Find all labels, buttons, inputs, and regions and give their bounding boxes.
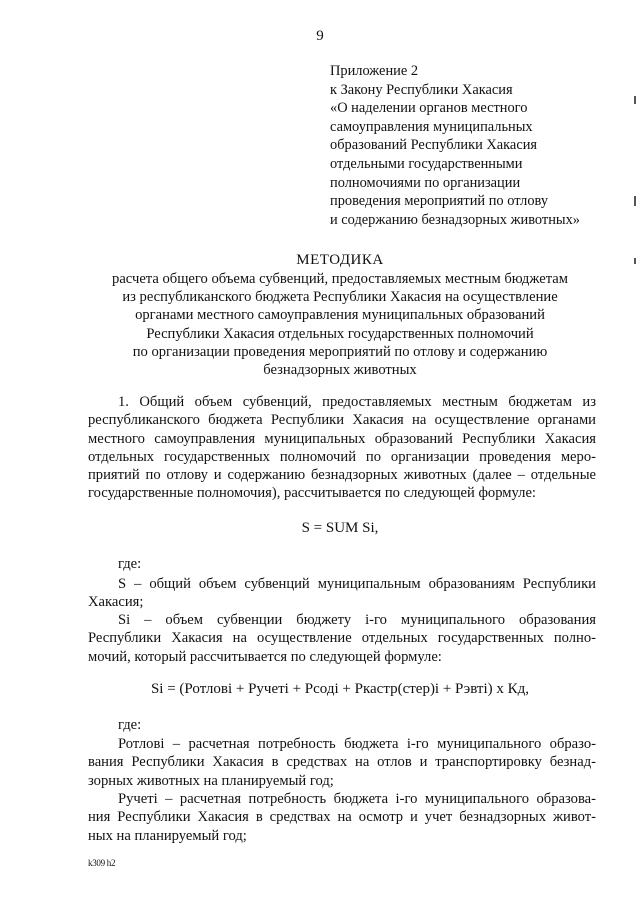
- text-line: ных на планируемый год;: [88, 827, 247, 844]
- text-line: Si – объем субвенции бюджету i-го муниципального образования: [118, 612, 596, 628]
- formula-total: S = SUM Si,: [301, 520, 379, 536]
- subtitle-line: по организации проведения мероприятий по отлову и содержанию: [132, 343, 548, 360]
- appendix-line: Приложение 2: [330, 63, 419, 79]
- text-line: мочий, который рассчитывается по следующей формуле:: [88, 648, 442, 665]
- subtitle-line: безнадзорных животных: [263, 362, 417, 379]
- appendix-line: проведения мероприятий по отлову: [330, 193, 549, 210]
- subtitle-line: расчета общего объема субвенций, предоставляемых местным бюджетам: [112, 271, 568, 287]
- text-line: Хакасия;: [88, 594, 144, 611]
- appendix-line: отдельными государственными: [330, 155, 523, 172]
- text-line: вания Республики Хакасия в средствах на отлов и транспортировку безнад-: [88, 754, 596, 771]
- rotlov-definition: [88, 735, 596, 790]
- si-definition: [88, 611, 596, 666]
- page-number: 9: [316, 28, 324, 44]
- formula-si: Si = (Ротлові + Ручеті + Рсоді + Ркастр(стер)і + Рэвті) х Кд,: [150, 681, 530, 697]
- where-label: где:: [118, 717, 142, 733]
- text-line: 1. Общий объем субвенций, предоставляемых местным бюджетам из: [118, 394, 596, 410]
- appendix-line: самоуправления муниципальных: [330, 118, 533, 135]
- document-code: k309 h2: [88, 858, 116, 868]
- margin-mark: [634, 96, 636, 104]
- text-line: Ротлові – расчетная потребность бюджета і-го муниципального образо-: [118, 736, 596, 752]
- margin-mark: [634, 196, 636, 206]
- appendix-header: [330, 62, 630, 229]
- subtitle-line: Республики Хакасия отдельных государственных полномочий: [146, 325, 534, 342]
- ruchet-definition: [88, 790, 596, 845]
- paragraph-1: [88, 393, 596, 503]
- appendix-line: и содержанию безнадзорных животных»: [330, 211, 580, 228]
- text-line: республиканского бюджета Республики Хакасия на осуществление органами: [88, 412, 596, 429]
- appendix-line: образований Республики Хакасия: [330, 137, 538, 154]
- text-line: Республики Хакасия на осуществление отдельных государственных полно-: [88, 630, 596, 647]
- appendix-line: полномочиями по организации: [330, 174, 521, 191]
- margin-mark: [634, 258, 636, 264]
- text-line: S – общий объем субвенций муниципальным образованиям Республики: [118, 576, 596, 592]
- text-line: местного самоуправления муниципальных образований Республики Хакасия: [88, 430, 596, 447]
- where-label: где:: [118, 556, 142, 572]
- s-definition: [88, 575, 596, 612]
- text-line: государственные полномочия), рассчитывается по следующей формуле:: [88, 485, 536, 502]
- appendix-line: «О наделении органов местного: [330, 100, 528, 117]
- text-line: зорных животных на планируемый год;: [88, 772, 334, 789]
- text-line: приятий по отлову и содержанию безнадзорных животных (далее – отдельные: [88, 467, 596, 484]
- subtitle-line: из республиканского бюджета Республики Хакасия на осуществление: [122, 289, 558, 306]
- text-line: ния Республики Хакасия в средствах на осмотр и учет безнадзорных живот-: [88, 809, 596, 826]
- text-line: отдельных государственных полномочий по организации проведения меро-: [88, 448, 596, 465]
- document-subtitle: [0, 270, 640, 379]
- appendix-line: к Закону Республики Хакасия: [330, 81, 513, 98]
- document-title: МЕТОДИКА: [296, 252, 384, 268]
- subtitle-line: органами местного самоуправления муниципальных образований: [135, 307, 545, 324]
- text-line: Ручеті – расчетная потребность бюджета і-го муниципального образова-: [118, 791, 596, 807]
